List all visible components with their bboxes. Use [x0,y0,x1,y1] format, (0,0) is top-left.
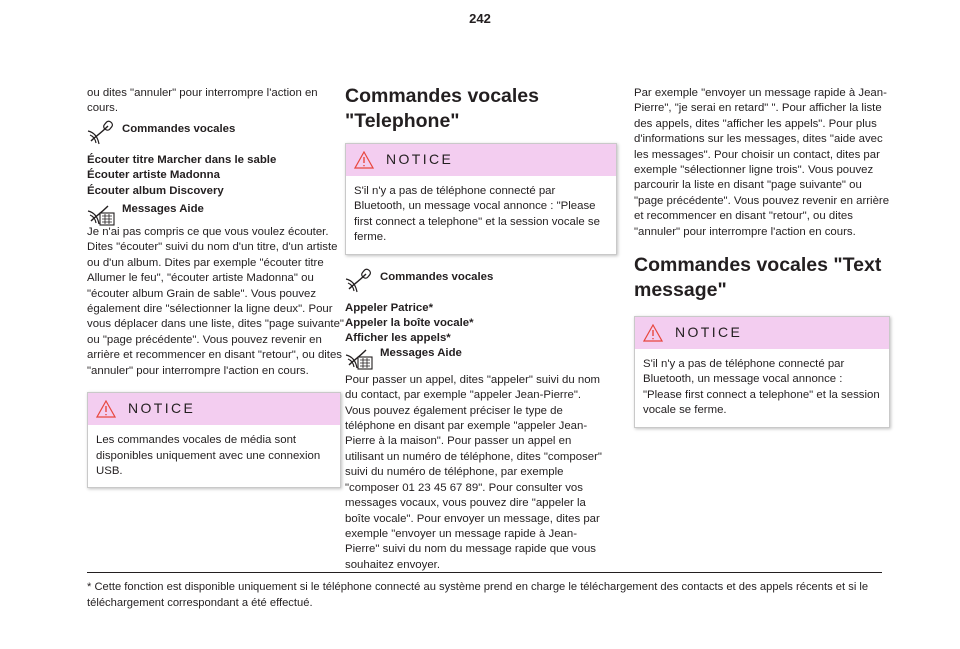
example-command: Afficher les appels* [345,332,451,345]
example-command: Appeler Patrice* [345,301,433,314]
notice-header [635,317,889,349]
notice-title: NOTICE [386,151,454,168]
voice-command-label: Commandes vocales [380,270,494,283]
help-messages-label: Messages Aide [122,203,204,216]
voice-help-icon [87,199,117,227]
example-command: Écouter album Discovery [87,184,224,197]
notice-box [634,316,890,428]
section-heading-text-message: Commandes vocales "Text message" [634,254,882,302]
voice-help-icon [345,343,375,371]
column-1 [87,86,345,488]
help-messages-row [87,199,345,227]
body-text: Je n'ai pas compris ce que vous voulez écouter. Dites "écouter" suivi du nom d'un titre, d'un artiste ou d'un album. Dites par exemple "écouter titre Allumer le feu", "écouter artiste Madonna" ou "écouter album Grain de sable". Vous pouvez également dire "sélectionner la ligne deux". Pour vous déplacer dans une liste, dites "page suivante" ou "page précédente". Vous pouvez revenir en arrière et recommencer en disant "retour", ou dites "annuler" pour interrompre l'action en cours. [87,226,344,377]
column-2 [345,86,603,573]
intro-text: ou dites "annuler" pour interrompre l'action en cours. [87,87,318,115]
column-3 [634,86,892,428]
voice-command-icon [87,119,117,145]
notice-body: Les commandes vocales de média sont disponibles uniquement avec une connexion USB. [96,434,321,477]
notice-box [345,143,617,255]
help-messages-label: Messages Aide [380,346,462,359]
body-text: Pour passer un appel, dites "appeler" suivi du nom du contact, par exemple "appeler Jean-Pierre". Vous pouvez également préciser le type de téléphone en disant par exemple "appeler Jean-Pierre à la maison". Pour passer un appel en utilisant un numéro de téléphone, dites "composer" suivi du numéro de téléphone, par exemple "composer 01 23 45 67 89". Pour consulter vos messages vocaux, vous pouvez dire "appeler la boîte vocale". Pour envoyer un message, dites par exemple "envoyer un message rapide à Jean-Pierre" suivi du nom du message rapide que vous souhaitez envoyer. [345,373,602,571]
voice-command-icon [345,267,375,293]
voice-command-row [345,267,603,293]
footnote: * Cette fonction est disponible uniquement si le téléphone connecté au système prend en charge le téléchargement des contacts et des appels récents et si le téléchargement correspondant a été effectué. [87,581,869,609]
notice-title: NOTICE [675,324,743,341]
warning-icon [643,324,663,342]
notice-title: NOTICE [128,400,196,417]
warning-icon [96,400,116,418]
page-number: 242 [469,11,491,26]
notice-header [346,144,616,176]
example-command: Appeler la boîte vocale* [345,317,474,330]
example-command: Écouter artiste Madonna [87,169,220,182]
body-text: Par exemple "envoyer un message rapide à Jean-Pierre", "je serai en retard" ". Pour afficher la liste des appels, dites "afficher les appels". Pour plus d'informations sur les messages, dites "aide avec les messages". Pour choisir un contact, dites par exemple "sélectionner ligne trois". Vous pouvez parcourir la liste en disant "page suivante" ou "page précédente". Vous pouvez revenir en arrière et recommencer en disant "retour", ou dites "annuler" pour interrompre l'action en cours. [634,87,890,238]
warning-icon [354,151,374,169]
notice-box [87,392,341,488]
voice-command-label: Commandes vocales [122,122,236,135]
footnote-divider [87,572,882,573]
help-messages-row [345,343,603,371]
notice-body: S'il n'y a pas de téléphone connecté par Bluetooth, un message vocal annonce : "Please first connect a telephone" et la session vocale se ferme. [354,185,600,244]
example-command: Écouter titre Marcher dans le sable [87,153,277,166]
section-heading-telephone: Commandes vocales "Telephone" [345,85,540,132]
voice-command-row [87,119,345,145]
notice-header [88,393,340,425]
notice-body: S'il n'y a pas de téléphone connecté par Bluetooth, un message vocal annonce : "Please first connect a telephone" et la session vocale se ferme. [643,358,880,417]
